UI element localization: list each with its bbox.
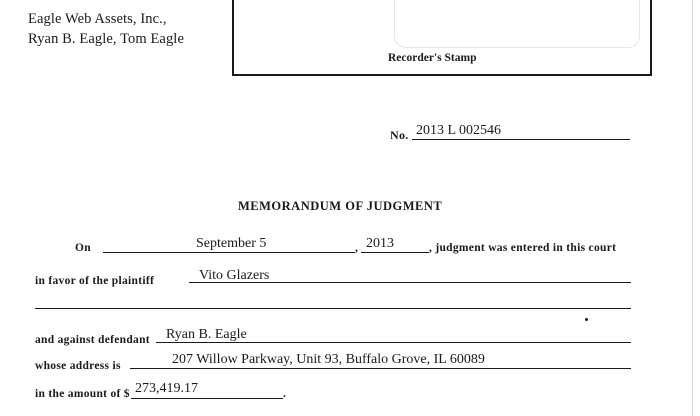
judgment-year-line <box>361 252 429 253</box>
amount-value: 273,419.17 <box>135 381 198 396</box>
recorders-stamp-box <box>232 0 652 76</box>
on-label: On <box>75 242 91 254</box>
amount-period: . <box>283 388 287 400</box>
stamp-inner-area <box>394 0 640 48</box>
document-title: MEMORANDUM OF JUDGMENT <box>238 199 443 213</box>
defendant-line <box>156 342 631 343</box>
case-number-line <box>412 139 630 140</box>
blank-line <box>35 308 631 309</box>
amount-label: in the amount of $ <box>35 388 130 400</box>
recorders-stamp-label: Recorder's Stamp <box>388 52 477 64</box>
case-no-label: No. <box>390 128 409 142</box>
defendant-name: Ryan B. Eagle <box>166 327 247 342</box>
address-value: 207 Willow Parkway, Unit 93, Buffalo Grove, IL 60089 <box>172 352 485 367</box>
case-number: 2013 L 002546 <box>416 123 502 138</box>
defendant-label: and against defendant <box>35 334 150 346</box>
header-names: Ryan B. Eagle, Tom Eagle <box>28 31 184 47</box>
judgment-date: September 5 <box>196 236 267 251</box>
plaintiff-label: in favor of the plaintiff <box>35 275 155 287</box>
stray-mark <box>585 318 588 321</box>
amount-line <box>131 398 283 399</box>
address-label: whose address is <box>35 360 121 372</box>
plaintiff-line <box>189 282 631 283</box>
date-comma: , <box>355 242 359 254</box>
plaintiff-name: Vito Glazers <box>199 268 270 283</box>
judgment-year: 2013 <box>366 236 394 251</box>
header-company: Eagle Web Assets, Inc., <box>28 11 167 27</box>
judgment-date-line <box>103 252 355 253</box>
judgment-entered-text: , judgment was entered in this court <box>429 242 617 254</box>
address-line <box>130 368 631 369</box>
